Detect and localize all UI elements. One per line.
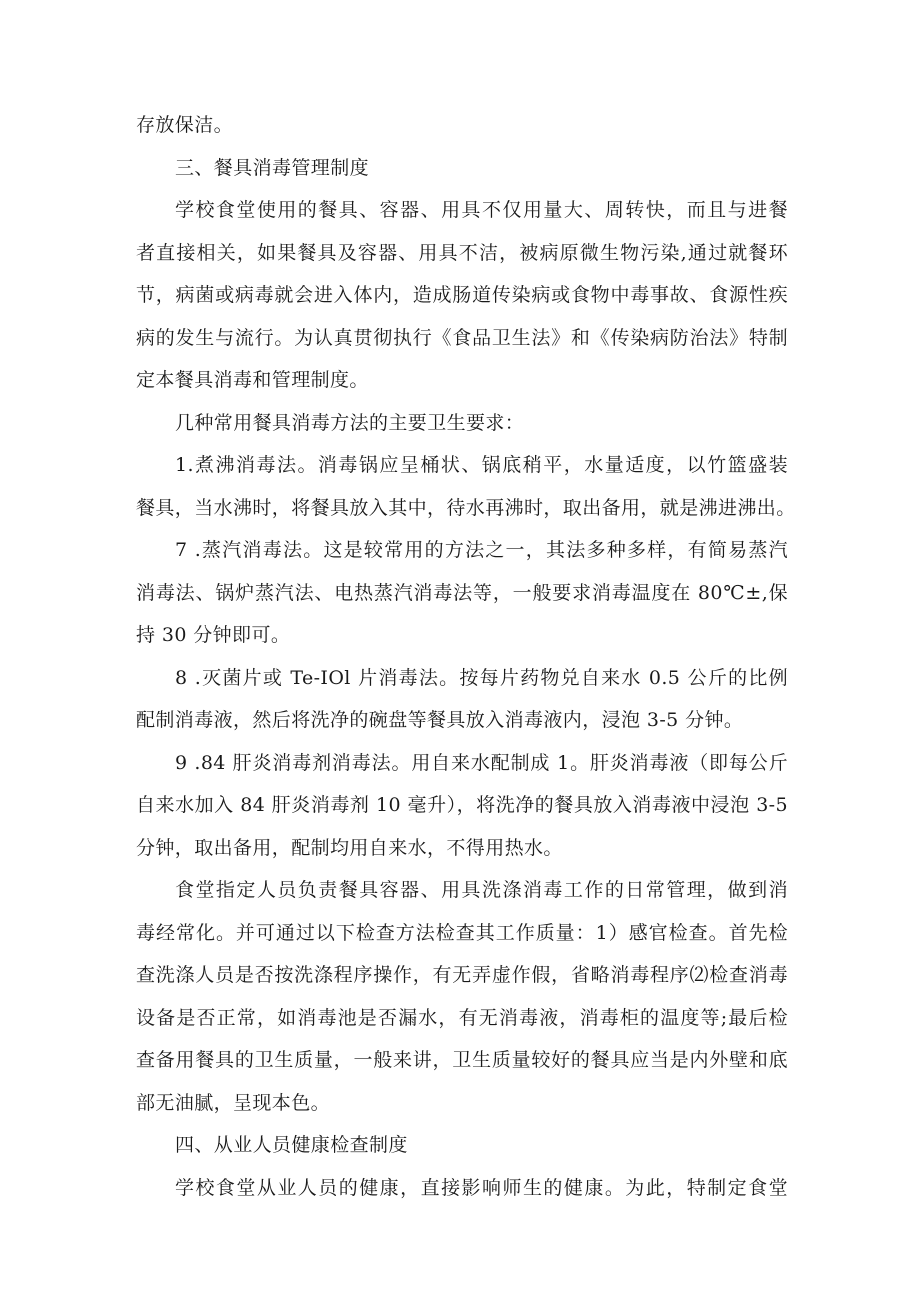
- text-line-21: 查洗涤人员是否按洗涤程序操作，有无弄虚作假，省略消毒程序⑵检查消毒: [136, 964, 788, 986]
- text-line-19: 食堂指定人员负责餐具容器、用具洗涤消毒工作的日常管理，做到消: [175, 879, 788, 901]
- text-line-20: 毒经常化。并可通过以下检查方法检查其工作质量：1）感官检查。首先检: [136, 921, 788, 944]
- text-line-5: 节，病菌或病毒就会进入体内，造成肠道传染病或食物中毒事故、食源性疾: [136, 284, 788, 306]
- text-line-1: 存放保洁。: [136, 114, 234, 136]
- text-line-3: 学校食堂使用的餐具、容器、用具不仅用量大、周转快，而且与进餐: [175, 199, 788, 221]
- text-line-10: 餐具，当水沸时，将餐具放入其中，待水再沸时，取出备用，就是沸进沸出。: [136, 496, 796, 519]
- text-line-15: 配制消毒液，然后将洗净的碗盘等餐具放入消毒液内，浸泡 3-5 分钟。: [136, 709, 744, 731]
- text-line-14: 8 .灭菌片或 Te-IOl 片消毒法。按每片药物兑自来水 0.5 公斤的比例: [175, 666, 788, 689]
- section-heading-4: 四、从业人员健康检查制度: [175, 1134, 408, 1156]
- text-line-24: 部无油腻，呈现本色。: [136, 1091, 331, 1114]
- text-line-13: 持 30 分钟即可。: [136, 624, 291, 646]
- text-line-4: 者直接相关，如果餐具及容器、用具不洁，被病原微生物污染,通过就餐环: [136, 241, 788, 264]
- text-line-7: 定本餐具消毒和管理制度。: [136, 369, 369, 391]
- text-line-22: 设备是否正常，如消毒池是否漏水，有无消毒液，消毒柜的温度等;最后检: [136, 1006, 788, 1029]
- text-line-23: 查备用餐具的卫生质量，一般来讲，卫生质量较好的餐具应当是内外壁和底: [136, 1049, 788, 1071]
- text-line-11: 7 .蒸汽消毒法。这是较常用的方法之一，其法多种多样，有简易蒸汽: [175, 539, 788, 561]
- document-body: [136, 104, 796, 1209]
- text-line-26: 学校食堂从业人员的健康，直接影响师生的健康。为此，特制定食堂: [175, 1176, 788, 1199]
- text-line-16: 9 .84 肝炎消毒剂消毒法。用自来水配制成 1。肝炎消毒液（即每公斤: [175, 751, 788, 774]
- text-line-8: 几种常用餐具消毒方法的主要卫生要求：: [175, 411, 525, 434]
- text-line-6: 病的发生与流行。为认真贯彻执行《食品卫生法》和《传染病防治法》特制: [136, 326, 788, 349]
- text-line-9: 1.煮沸消毒法。消毒锅应呈桶状、锅底稍平，水量适度，以竹篮盛装: [175, 454, 788, 476]
- text-line-12: 消毒法、锅炉蒸汽法、电热蒸汽消毒法等，一般要求消毒温度在 80℃±,保: [136, 581, 788, 604]
- text-line-18: 分钟，取出备用，配制均用自来水，不得用热水。: [136, 836, 563, 859]
- text-line-17: 自来水加入 84 肝炎消毒剂 10 毫升），将洗净的餐具放入消毒液中浸泡 3-5: [136, 794, 788, 816]
- section-heading-3: 三、餐具消毒管理制度: [175, 156, 370, 179]
